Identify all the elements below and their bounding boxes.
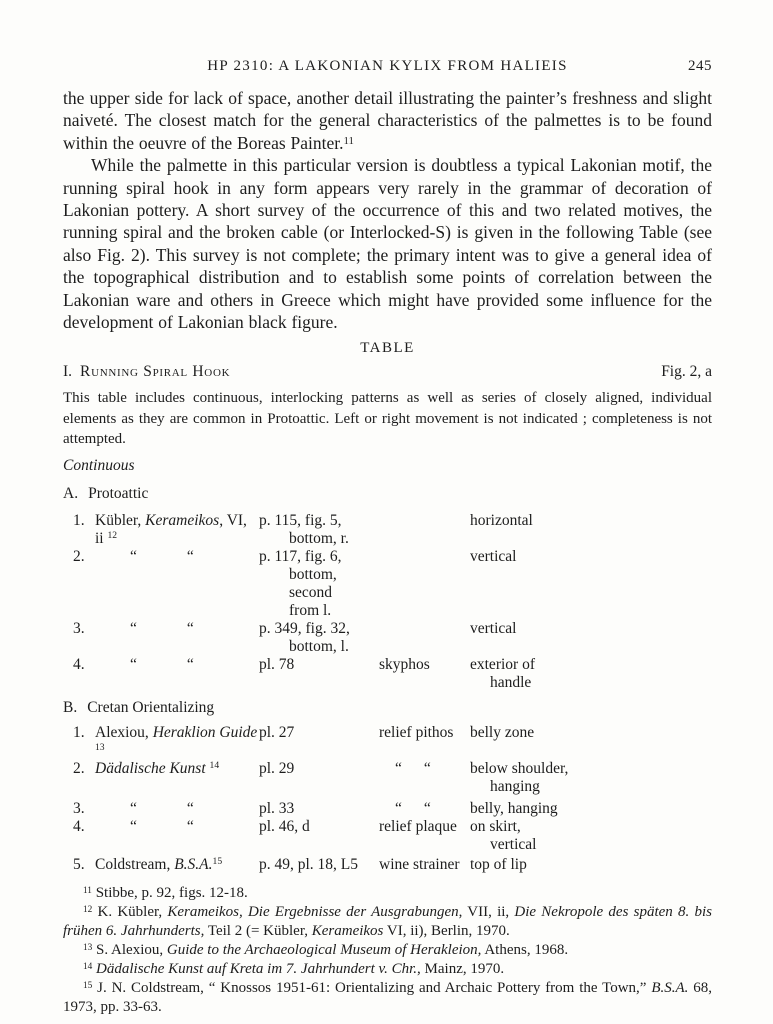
paragraph-2: While the palmette in this particular version is doubtless a typical Lakonian motif, the running spiral hook in any form appears very rarely in the grammar of decoration of Lakonian pottery. A short survey of the occurrence of this and two related motives, the running spiral and the broken cable (or Interlocked-S) is given in the following Table (see also Fig. 2). This survey is not complete; the primary intent was to give a general idea of the topographical distribution and to establish some points of correlation between the Lakonian ware and others in Greece which might have provided some influence for the development of Lakonian black figure. [63, 155, 712, 333]
source-ditto-marks [95, 818, 259, 836]
ditto-mark: “ [423, 759, 431, 777]
running-head-title: HP 2310: A LAKONIAN KYLIX FROM HALIEIS [207, 58, 568, 74]
footnote-13: $^{13}$ S. Alexiou, Guide to the Archaeological Museum of Herakleion, Athens, 1968. [83, 941, 569, 958]
table-heading: TABLE [360, 340, 415, 357]
footnotes [63, 884, 712, 1017]
row-number: 2. [73, 759, 85, 777]
footnote-12: $^{12}$ K. Kübler, Kerameikos, Die Ergebnisse der Ausgrabungen, VII, ii, Die Nekropole des späten 8. bis frühen 6. Jahrhunderts, Teil 2 (= Kübler, Kerameikos VI, ii), Berlin, 1970. [63, 903, 712, 939]
table-group-b [73, 724, 712, 874]
reference-cell: p. 349, fig. 32, bottom, l. [259, 619, 350, 655]
vessel-cell: wine strainer [379, 855, 460, 873]
table-row [73, 760, 712, 796]
ditto-mark: “ [186, 817, 194, 835]
ditto-mark: “ [130, 619, 137, 637]
table-row [73, 800, 712, 818]
position-cell: belly zone [470, 723, 535, 741]
paragraph-1: the upper side for lack of space, another detail illustrating the painter’s freshness and slight naiveté. The closest match for the general characteristics of the palmettes is to be found within the oeuvre of the Boreas Painter.$^{11}$ [63, 88, 712, 153]
reference-cell: pl. 29 [259, 759, 295, 777]
position-cell: below shoulder, hanging [470, 759, 569, 795]
group-a-title: Protoattic [88, 484, 149, 502]
figure-reference: Fig. 2, a [661, 363, 712, 381]
table-row [73, 818, 712, 854]
page-number: 245 [688, 58, 712, 74]
position-cell: top of lip [470, 855, 527, 873]
reference-cell: p. 49, pl. 18, L5 [259, 855, 359, 873]
reference-cell: pl. 78 [259, 655, 295, 673]
position-cell: horizontal [470, 511, 533, 529]
source-ditto-marks [95, 656, 259, 674]
position-cell: exterior of handle [470, 655, 535, 691]
group-b-heading [63, 699, 712, 717]
ditto-mark: “ [395, 799, 402, 817]
ditto-mark: “ [423, 799, 431, 817]
vessel-ditto-marks [379, 800, 470, 818]
ditto-mark: “ [130, 799, 137, 817]
row-number: 5. [73, 855, 85, 873]
ditto-mark: “ [186, 619, 194, 637]
source-cell: Alexiou, Heraklion Guide $^{13}$ [95, 723, 258, 754]
position-cell: vertical [470, 547, 517, 565]
table-row [73, 548, 712, 620]
section-title-text: Running Spiral Hook [80, 363, 231, 381]
reference-cell: p. 115, fig. 5, bottom, r. [259, 511, 349, 547]
vessel-cell: relief pithos [379, 723, 454, 741]
ditto-mark: “ [186, 799, 194, 817]
table-row [73, 620, 712, 656]
section-title [63, 363, 230, 381]
vessel-ditto-marks [379, 760, 470, 778]
section-number: I. [63, 363, 73, 381]
group-b-title: Cretan Orientalizing [87, 698, 215, 716]
group-b-label: B. [63, 698, 78, 716]
row-number: 1. [73, 511, 85, 529]
page-header [63, 58, 712, 74]
position-cell: on skirt, vertical [470, 817, 537, 853]
vessel-cell: relief plaque [379, 817, 457, 835]
table-row [73, 512, 712, 548]
footnote-11: $^{11}$ Stibbe, p. 92, figs. 12-18. [83, 884, 248, 901]
row-number: 1. [73, 723, 85, 741]
source-cell: Kübler, Kerameikos, VI, ii $^{12}$ [95, 511, 247, 547]
source-cell: Dädalische Kunst $^{14}$ [95, 759, 220, 777]
group-a-label: A. [63, 484, 79, 502]
table-note: This table includes continuous, interlocking patterns as well as series of closely aligned, individual elements as they are common in Protoattic. Left or right movement is not indicated ; completeness is not attempted. [63, 390, 712, 448]
position-cell: vertical [470, 619, 517, 637]
source-ditto-marks [95, 620, 259, 638]
ditto-mark: “ [130, 655, 137, 673]
source-ditto-marks [95, 800, 259, 818]
row-number: 4. [73, 817, 85, 835]
reference-cell: pl. 46, d [259, 817, 310, 835]
group-a-heading [63, 485, 712, 503]
reference-cell: pl. 33 [259, 799, 295, 817]
position-cell: belly, hanging [470, 799, 558, 817]
vessel-cell: skyphos [379, 655, 430, 673]
footnote-15: $^{15}$ J. N. Coldstream, “ Knossos 1951-61: Orientalizing and Archaic Pottery from the Town,” B.S.A. 68, 1973, pp. 33-63. [63, 979, 713, 1015]
source-ditto-marks [95, 548, 259, 566]
subheading-continuous: Continuous [63, 456, 135, 474]
ditto-mark: “ [130, 817, 137, 835]
row-number: 2. [73, 547, 85, 565]
footnote-14: $^{14}$ Dädalische Kunst auf Kreta im 7. Jahrhundert v. Chr., Mainz, 1970. [83, 960, 505, 977]
ditto-mark: “ [130, 547, 137, 565]
reference-cell: pl. 27 [259, 723, 295, 741]
table-row [73, 856, 712, 874]
reference-cell: p. 117, fig. 6, bottom, second from l. [259, 547, 342, 619]
row-number: 3. [73, 799, 85, 817]
row-number: 3. [73, 619, 85, 637]
ditto-mark: “ [186, 547, 194, 565]
ditto-mark: “ [395, 759, 402, 777]
source-cell: Coldstream, B.S.A.$^{15}$ [95, 855, 223, 873]
table-row [73, 724, 712, 760]
ditto-mark: “ [186, 655, 194, 673]
table-section-line [63, 363, 712, 381]
table-row [73, 656, 712, 692]
table-group-a [73, 512, 712, 692]
row-number: 4. [73, 655, 85, 673]
